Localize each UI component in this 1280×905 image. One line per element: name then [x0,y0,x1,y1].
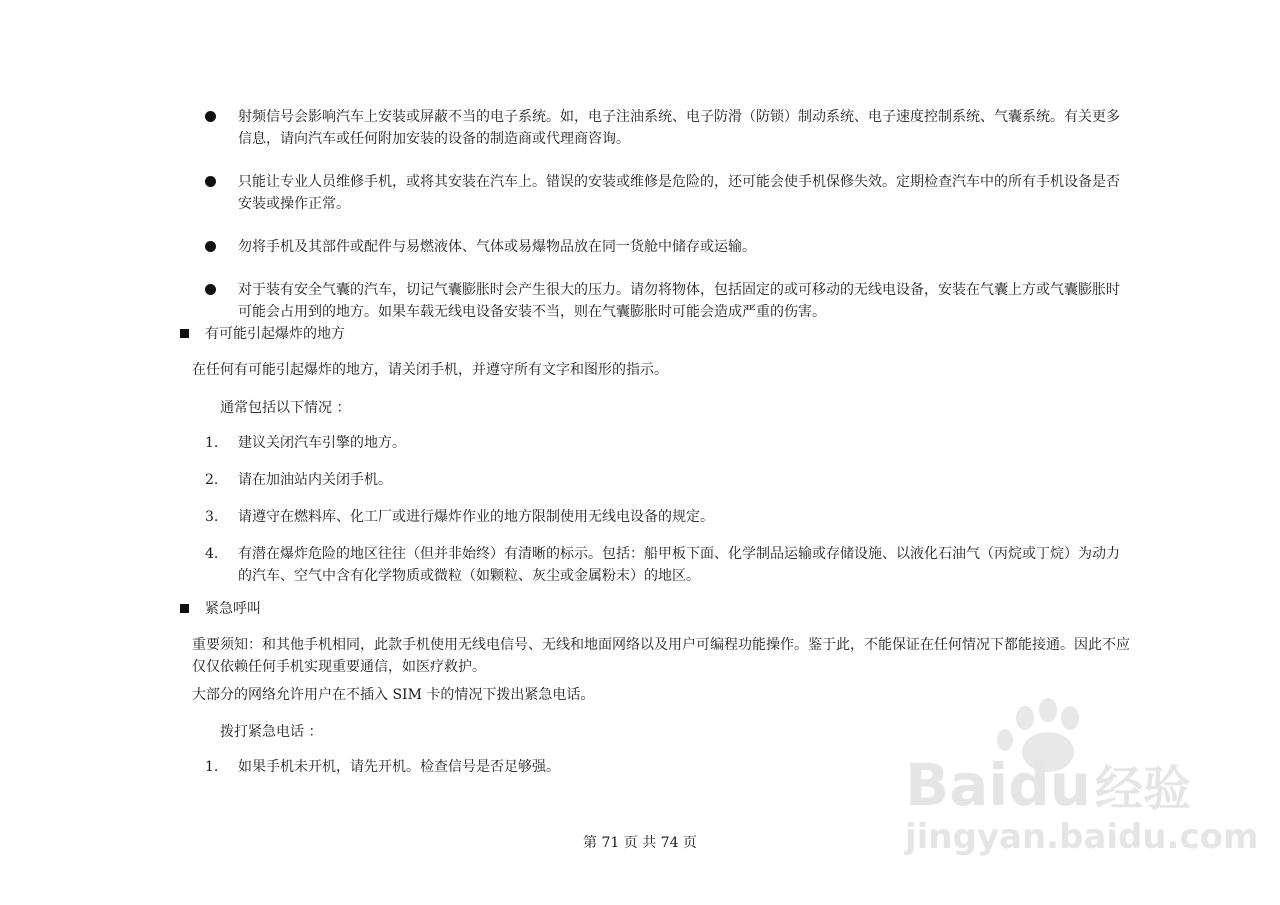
bullet-dot-icon [205,241,216,252]
list-number: 1. [205,435,219,451]
section-heading-emergency [180,598,261,618]
bullet-item [205,171,1125,215]
section-heading-text: 紧急呼叫 [205,601,261,617]
list-number: 1. [205,759,219,775]
bullet-list [205,106,1125,344]
bullet-dot-icon [205,284,216,295]
bullet-item [205,106,1125,150]
list-item [205,506,1125,528]
bullet-text: 勿将手机及其部件或配件与易燃液体、气体或易爆物品放在同一货舱中储存或运输。 [238,239,756,255]
page-footer: 第 71 页 共 74 页 [583,835,697,851]
bullet-dot-icon [205,111,216,122]
list-item [205,469,1125,491]
list-number: 2. [205,472,219,488]
bullet-dot-icon [205,176,216,187]
bullet-text: 对于装有安全气囊的汽车，切记气囊膨胀时会产生很大的压力。请勿将物体，包括固定的或可移动的无线电设备，安装在气囊上方或气囊膨胀时可能会占用到的地方。如果车载无线电设备安装不当，则在气囊膨胀时可能会造成严重的伤害。 [238,282,1120,320]
emergency-numbered-list [205,756,1125,778]
list-text: 如果手机未开机，请先开机。检查信号是否足够强。 [238,759,560,775]
list-item [205,543,1125,587]
bullet-text: 只能让专业人员维修手机，或将其安装在汽车上。错误的安装或维修是危险的，还可能会使手机保修失效。定期检查汽车中的所有手机设备是否安装或操作正常。 [238,174,1120,212]
list-number: 4. [205,546,219,562]
bullet-item [205,279,1125,323]
section-heading-text: 有可能引起爆炸的地方 [205,326,345,342]
bullet-item [205,236,1125,258]
emergency-notice: 重要须知：和其他手机相同，此款手机使用无线电信号、无线和地面网络以及用户可编程功能操作。鉴于此，不能保证在任何情况下都能接通。因此不应仅仅依赖任何手机实现重要通信，如医疗救护。 [192,637,1130,675]
square-bullet-icon [180,604,189,613]
explosive-numbered-list [205,432,1125,587]
bullet-text: 射频信号会影响汽车上安装或屏蔽不当的电子系统。如，电子注油系统、电子防滑（防锁）制动系统、电子速度控制系统、气囊系统。有关更多信息，请向汽车或任何附加安装的设备的制造商或代理商咨询。 [238,109,1120,147]
explosive-intro: 在任何有可能引起爆炸的地方，请关闭手机，并遵守所有文字和图形的指示。 [192,362,668,378]
list-item [205,432,1125,454]
list-number: 3. [205,509,219,525]
emergency-sim-note: 大部分的网络允许用户在不插入 SIM 卡的情况下拨出紧急电话。 [192,687,595,703]
list-text: 建议关闭汽车引擎的地方。 [238,435,406,451]
square-bullet-icon [180,329,189,338]
explosive-subintro: 通常包括以下情况 ： [220,400,351,416]
section-heading-explosive [180,323,345,343]
list-text: 请遵守在燃料库、化工厂或进行爆炸作业的地方限制使用无线电设备的规定。 [238,509,714,525]
watermark-brand-cn: 经验 [1095,761,1192,817]
list-text: 有潜在爆炸危险的地区往往（但并非始终）有清晰的标示。包括：船甲板下面、化学制品运输或存储设施、以液化石油气（丙烷或丁烷）为动力的汽车、空气中含有化学物质或微粒（如颗粒、灰尘或金属粉末）的地区。 [238,546,1120,584]
emergency-subintro: 拨打紧急电话 ： [220,724,323,740]
list-item [205,756,1125,778]
watermark-brand: Baidu [905,751,1092,819]
watermark-url: jingyan.baidu.com [905,817,1259,857]
list-text: 请在加油站内关闭手机。 [238,472,392,488]
